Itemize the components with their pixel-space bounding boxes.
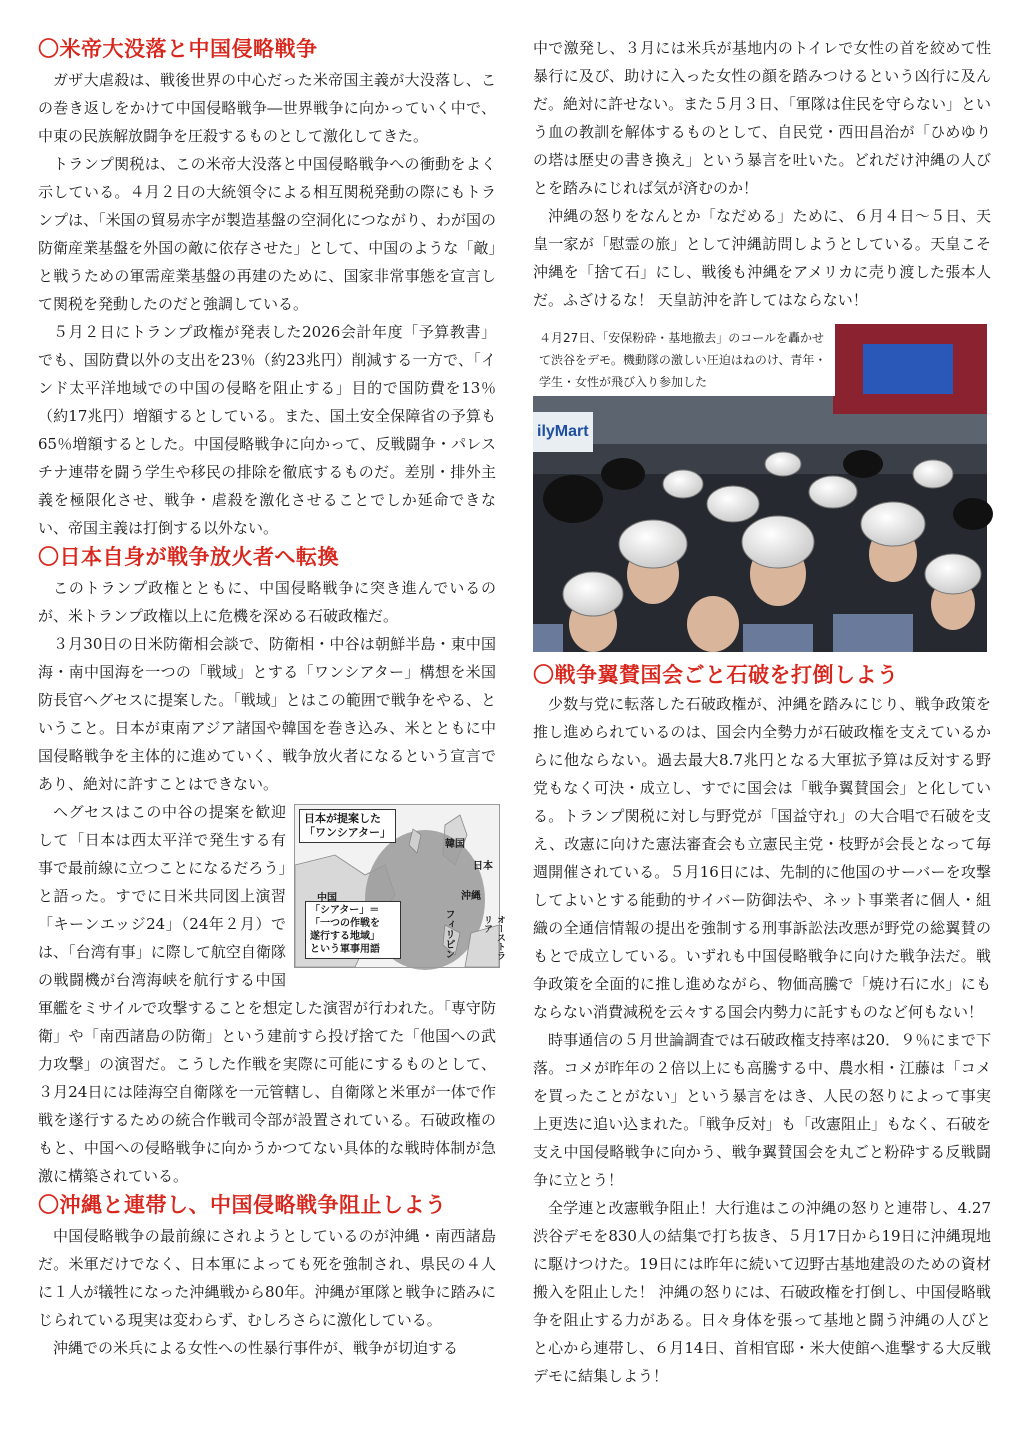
paragraph: 沖縄の怒りをなんとか「なだめる」ために、６月４日～５日、天皇一家が「慰霊の旅」として沖縄訪問しようとしている。天皇こそ沖縄を「捨て石」にし、戦後も沖縄をアメリカに売り渡した張本人だ。ふざけるな！ 天皇訪沖を許してはならない！: [533, 207, 991, 309]
section-heading: 〇沖縄と連帯し、中国侵略戦争阻止しよう: [38, 1193, 447, 1217]
map-label-okinawa: 沖縄: [461, 891, 481, 902]
paragraph: 時事通信の５月世論調査では石破政権支持率は20．９％にまで下落。コメが昨年の２倍以上にも高騰する中、農水相・江藤は「コメを買ったことがない」という暴言をはき、人民の怒りによって事実上更迭に追い込まれた。「戦争反対」も「改憲阻止」もなく、石破を支え中国侵略戦争に向かう、戦争翼賛国会を丸ごと粉砕する反戦闘争に立とう！: [533, 1031, 991, 1189]
circle-mark-icon: 〇: [38, 1193, 60, 1217]
map-label-philippines: フィリピン: [443, 909, 454, 959]
paragraph: このトランプ政権とともに、中国侵略戦争に突き進んでいるのが、米トランプ政権以上に危機を深める石破政権だ。: [38, 579, 496, 625]
section-japan-arsonist: [38, 542, 505, 1190]
right-column: [533, 34, 991, 1390]
shop-sign: ilyMart: [537, 423, 589, 440]
map-label-china: 中国: [317, 893, 337, 904]
paragraph: トランプ関税は、この米帝大没落と中国侵略戦争への衝動をよく示している。４月２日の大統領令による相互関税発動の際にもトランプは、「米国の貿易赤字が製造基盤の空洞化につながり、わが国の防衛産業基盤を外国の敵に依存させた」として、中国のような「敵」と戦うための軍需産業基盤の再建のために、国家非常事態を宣言して関税を発動したのだと強調している。: [38, 155, 496, 313]
photo-caption: ４月27日、「安保粉砕・基地撤去」のコールを轟かせて渋谷をデモ。機動隊の激しい圧迫はねのけ、青年・学生・女性が飛び入り参加した: [533, 324, 835, 396]
paragraph: ５月２日にトランプ政権が発表した2026会計年度「予算教書」でも、国防費以外の支出を23％（約23兆円）削減する一方で、「インド太平洋地域での中国の侵略を阻止する」目的で国防費を13％（約17兆円）増額するとしている。また、国土安全保障省の予算も65％増額するとした。中国侵略戦争に向かって、反戦闘争・パレスチナ連帯を闘う学生や移民の排除を徹底するものだ。差別・排外主義を極限化させ、戦争・虐殺を激化させることでしか延命できない、帝国主義は打倒する以外ない。: [38, 323, 496, 537]
left-column: [38, 34, 505, 1362]
section-us-decline: [38, 34, 496, 542]
circle-mark-icon: 〇: [38, 37, 60, 61]
map-label-australia: オーストラリア: [482, 915, 505, 960]
paragraph: 中国侵略戦争の最前線にされようとしているのが沖縄・南西諸島だ。米軍だけでなく、日本軍によっても死を強制され、県民の４人に１人が犠牲になった沖縄戦から80年。沖縄が軍隊と戦争に踏みにじられている現実は変わらず、むしろさらに激化している。: [38, 1227, 496, 1329]
paragraph: ヘグセスはこの中谷の提案を歓迎して「日本は西太平洋で発生する有事で最前線に立つことになるだろう」と語った。すでに日米共同図上演習「キーンエッジ24」（24年２月）では、「台湾有事」に際して航空自衛隊の戦闘機が台湾海峡を航行する中国軍艦をミサイルで攻撃することを想定した演習が行われた。「専守防衛」や「南西諸島の防衛」という建前すら投げ捨てた「他国への武力攻撃」の演習だ。こうした作戦を実際に可能にするものとして、３月24日には陸海空自衛隊を一元管轄し、自衛隊と米軍が一体で作戦を遂行するための統合作戦司令部が設置されている。石破政権のもと、中国への侵略戦争に向かうかつてない具体的な戦時体制が急激に構築されている。: [38, 803, 496, 1185]
section-overthrow-ishiba: [533, 660, 991, 1390]
circle-mark-icon: 〇: [533, 663, 555, 687]
section-heading: 〇日本自身が戦争放火者へ転換: [38, 545, 339, 569]
circle-mark-icon: 〇: [38, 545, 60, 569]
paragraph: ガザ大虐殺は、戦後世界の中心だった米帝国主義が大没落し、この巻き返しをかけて中国侵略戦争―世界戦争に向かっていく中で、中東の民族解放闘争を圧殺するものとして激化してきた。: [38, 71, 496, 145]
demo-photo: [533, 324, 987, 652]
one-theater-map: [294, 804, 505, 968]
paragraph: 沖縄での米兵による女性への性暴行事件が、戦争が切迫する: [53, 1339, 459, 1357]
section-heading: 〇戦争翼賛国会ごと石破を打倒しよう: [533, 663, 899, 687]
paragraph: 少数与党に転落した石破政権が、沖縄を踏みにじり、戦争政策を推し進められているのは、国会内全勢力が石破政権を支えているからに他ならない。過去最大8.7兆円となる大軍拡予算は反対する野党もなく可決・成立し、すでに国会は「戦争翼賛国会」と化している。トランプ関税に対し与野党が「国益守れ」の大合唱で石破を支え、改憲に向けた憲法審査会も立憲民主党・枝野が会長となって毎週開催されている。５月16日には、先制的に他国のサーバーを攻撃してよいとする能動的サイバー防御法や、ネット事業者に個人・組織の全通信情報の提出を強制する刑事訴訟法改悪が野党の総翼賛のもとで成立している。いずれも中国侵略戦争に向けた戦争法だ。戦争政策を全面的に推し進めながら、物価高騰で「焼け石に水」にもならない消費減税を云々する国会内勢力に託すものなど何もない！: [533, 695, 991, 1021]
map-label-korea: 韓国: [445, 839, 465, 850]
section-heading: 〇米帝大没落と中国侵略戦争: [38, 37, 318, 61]
section-okinawa-solidarity: [38, 1190, 496, 1362]
map-note: 「シアター」＝ 「一つの作戦を 遂行する地域」 という軍事用語: [305, 901, 401, 959]
paragraph: ３月30日の日米防衛相会談で、防衛相・中谷は朝鮮半島・東中国海・南中国海を一つの「戦域」とする「ワンシアター」構想を米国防長官ヘグセスに提案した。「戦域」とはこの範囲で戦争をやる、ということ。日本が東南アジア諸国や韓国を巻き込み、米とともに中国侵略戦争を主体的に進めていく、戦争放火者になるという宣言であり、絶対に許すことはできない。: [38, 635, 496, 793]
paragraph: 全学連と改憲戦争阻止！大行進はこの沖縄の怒りと連帯し、4.27渋谷デモを830人の結集で打ち抜き、５月17日から19日に沖縄現地に駆けつけた。19日には昨年に続いて辺野古基地建設のための資材搬入を阻止した！ 沖縄の怒りには、石破政権を打倒し、中国侵略戦争を阻止する力がある。日々身体を張って基地と闘う沖縄の人びとと心から連帯し、６月14日、首相官邸・米大使館へ進撃する大反戦デモに結集しよう！: [533, 1199, 991, 1385]
map-title: 日本が提案した 「ワンシアター」: [299, 809, 396, 843]
map-label-japan: 日本: [473, 861, 493, 872]
paragraph-continued: 中で激発し、３月には米兵が基地内のトイレで女性の首を絞めて性暴行に及び、助けに入った女性の顔を踏みつけるという凶行に及んだ。絶対に許せない。また５月３日、「軍隊は住民を守らない」という血の教訓を解体するものとして、自民党・西田昌治が「ひめゆりの塔は歴史の書き換え」という暴言を吐いた。どれだけ沖縄の人びとを踏みにじれば気が済むのか！: [533, 39, 991, 197]
